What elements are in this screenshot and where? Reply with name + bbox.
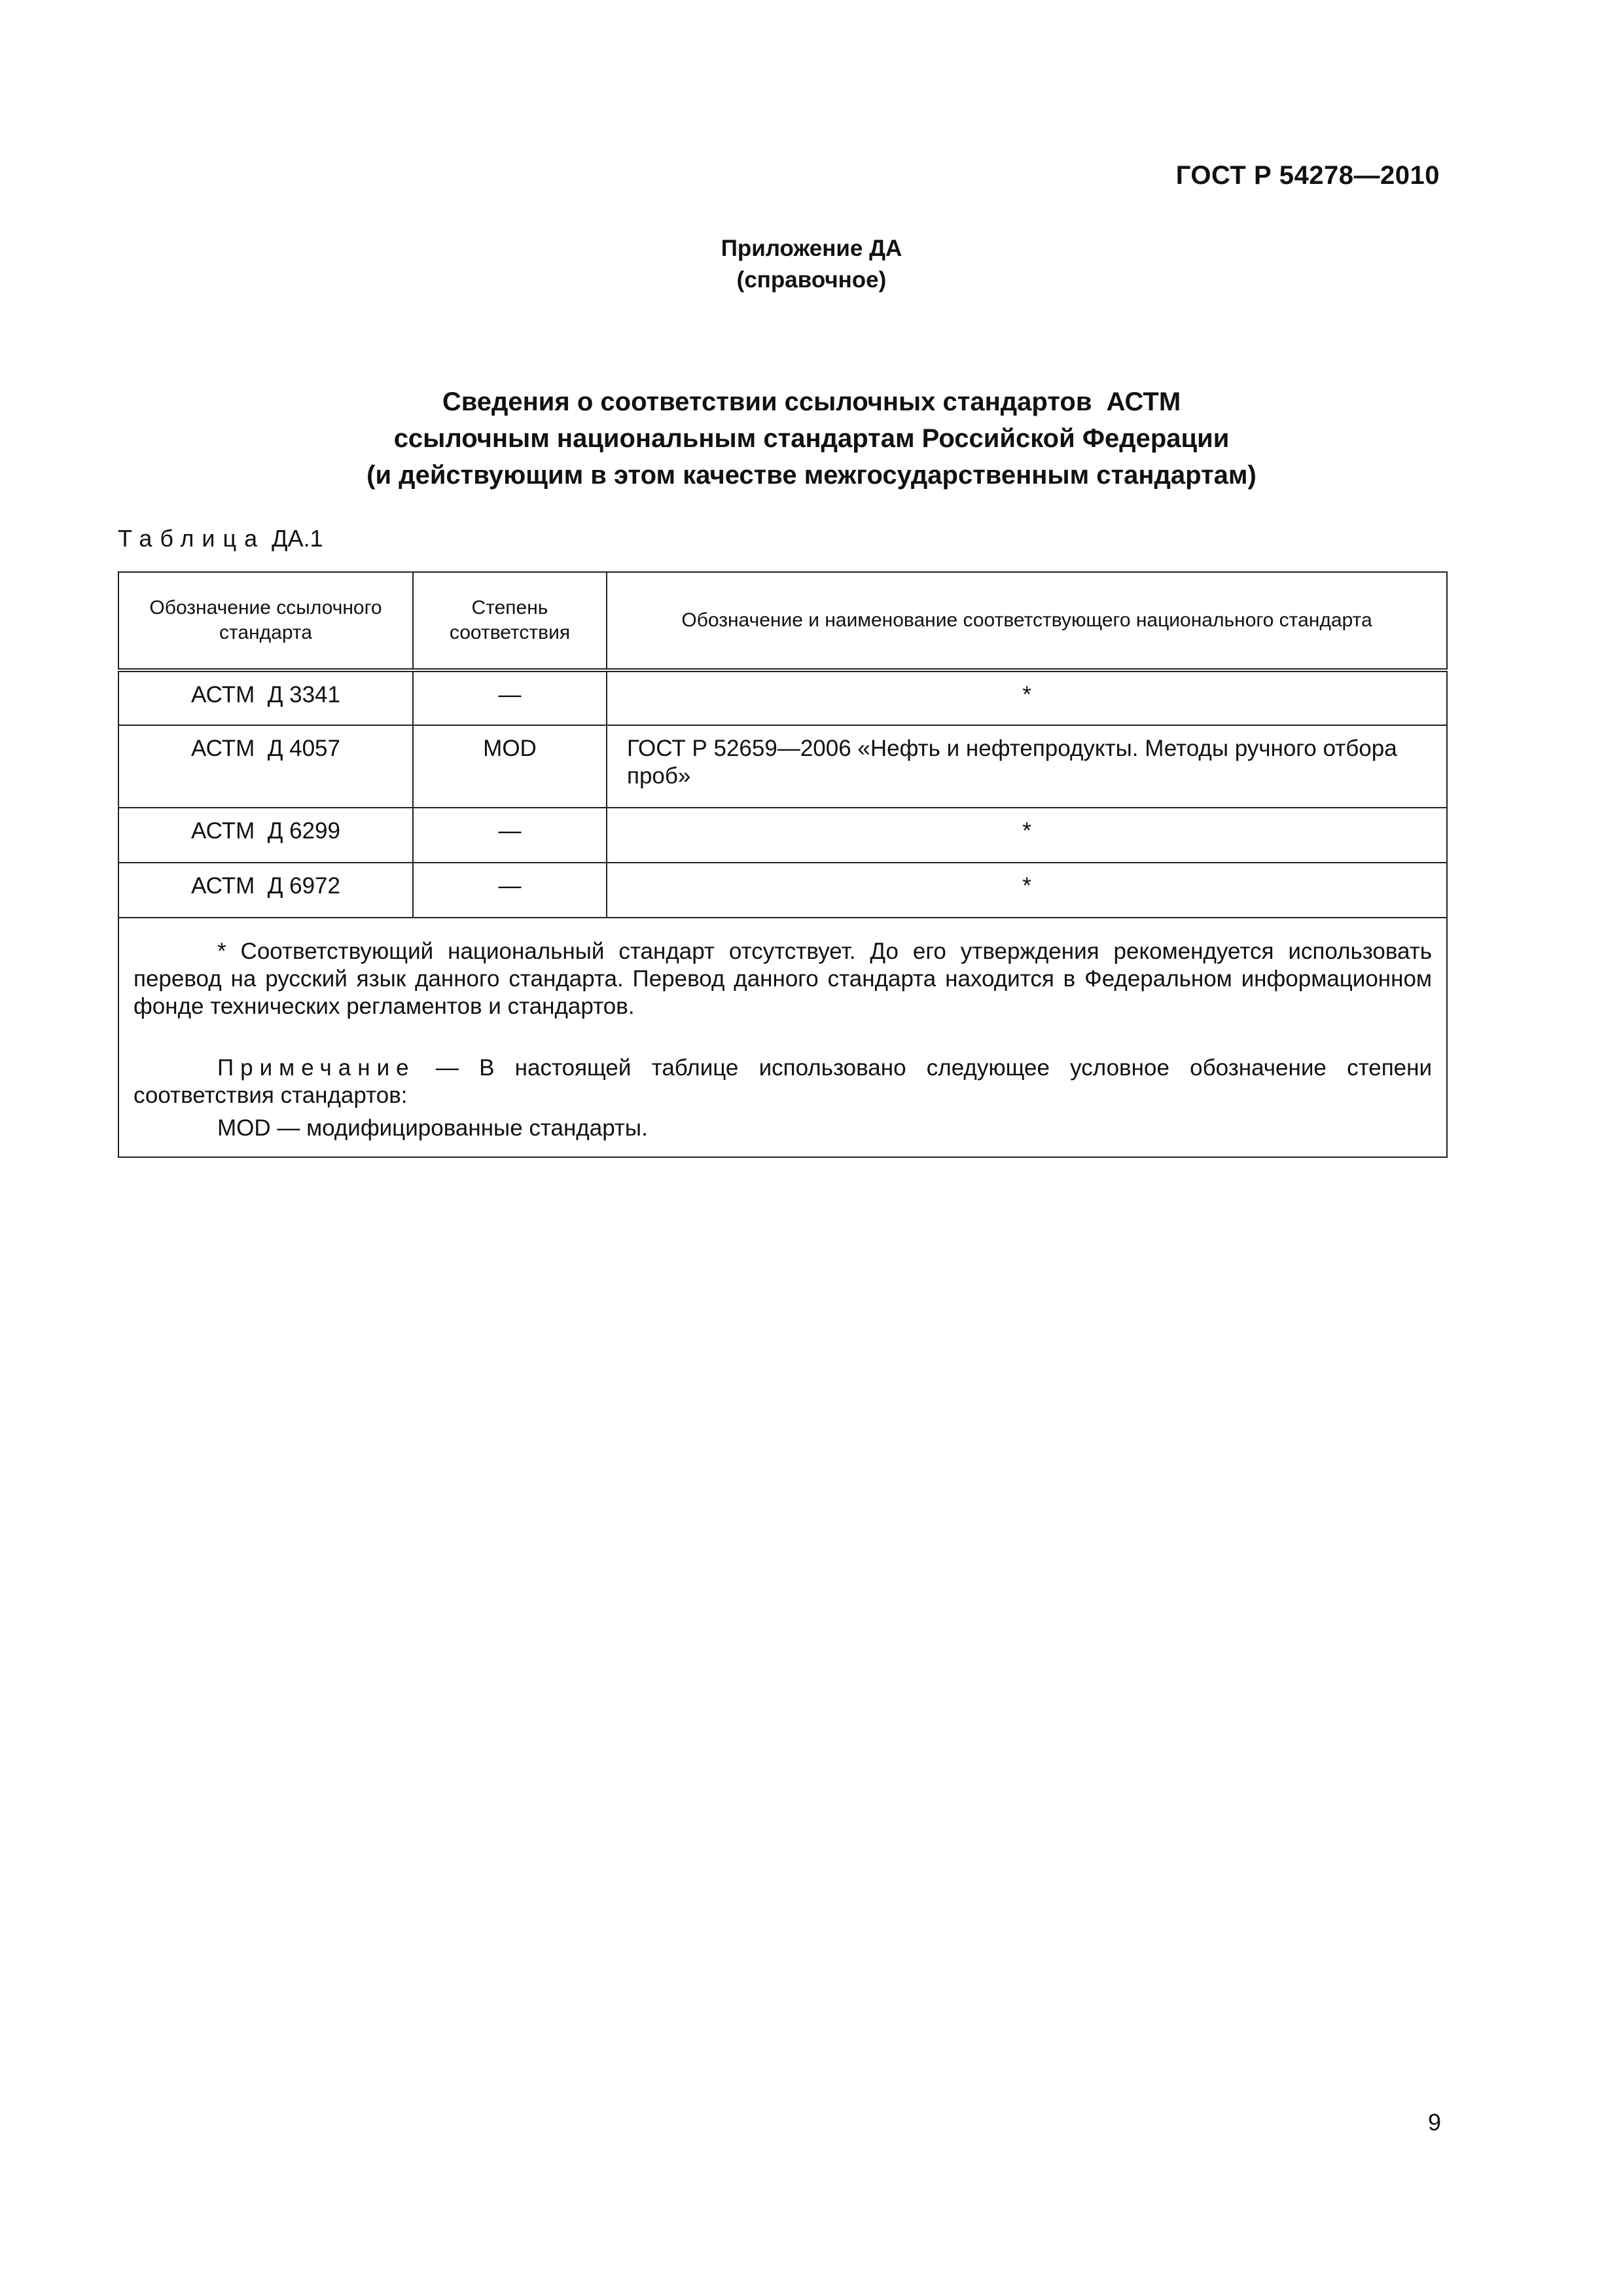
table-caption-number: ДА.1 (272, 525, 323, 552)
table-footer (118, 918, 1447, 1157)
cell-degree: — (413, 670, 607, 725)
cell-national: ГОСТ Р 52659—2006 «Нефть и нефтепродукты. Методы ручного отбора проб» (607, 725, 1447, 808)
table-row (118, 808, 1447, 863)
table-caption (118, 525, 323, 552)
table-row (118, 670, 1447, 725)
page-number: 9 (1427, 2109, 1441, 2136)
note-abbreviation: MOD — модифицированные стандарты. (217, 1115, 648, 1141)
cell-degree: MOD (413, 725, 607, 808)
header-reference-standard: Обозначение ссылочного стандарта (118, 572, 413, 670)
cell-code: АСТМ Д 4057 (118, 725, 413, 808)
table-note (134, 1054, 1432, 1109)
header-degree: Степень соответствия (413, 572, 607, 670)
main-title-line-3: (и действующим в этом качестве межгосударственным стандартам) (366, 461, 1257, 490)
table-footnote: * Соответствующий национальный стандарт отсутствует. До его утверждения рекомендуется использовать перевод на русский язык данного стандарта. Перевод данного стандарта находится в Федеральном информационном фонде технических регламентов и стандартов. (134, 939, 1432, 1019)
main-title-line-2: ссылочным национальным стандартам Российской Федерации (393, 424, 1230, 453)
cell-degree: — (413, 808, 607, 863)
appendix-type: (справочное) (736, 267, 887, 293)
table-caption-word: Таблица (118, 525, 266, 552)
cell-national: * (607, 808, 1447, 863)
cell-code: АСТМ Д 6299 (118, 808, 413, 863)
note-text: — В настоящей таблице использовано следующее условное обозначение степени соответствия стандартов: (134, 1055, 1432, 1108)
header-national-standard: Обозначение и наименование соответствующего национального стандарта (607, 572, 1447, 670)
cell-national: * (607, 863, 1447, 918)
appendix-title: Приложение ДА (721, 236, 902, 261)
document-code: ГОСТ Р 54278—2010 (1175, 161, 1440, 190)
cell-code: АСТМ Д 6972 (118, 863, 413, 918)
cell-national: * (607, 670, 1447, 725)
table-footer-row (118, 918, 1447, 1157)
correspondence-table (118, 571, 1448, 1158)
table-row (118, 725, 1447, 808)
main-title-line-1: Сведения о соответствии ссылочных стандартов АСТМ (442, 387, 1181, 416)
note-word: Примечание (217, 1055, 416, 1081)
cell-code: АСТМ Д 3341 (118, 670, 413, 725)
table-header-row (118, 572, 1447, 670)
cell-degree: — (413, 863, 607, 918)
main-title (0, 384, 1623, 493)
appendix-heading (0, 233, 1623, 296)
table-row (118, 863, 1447, 918)
